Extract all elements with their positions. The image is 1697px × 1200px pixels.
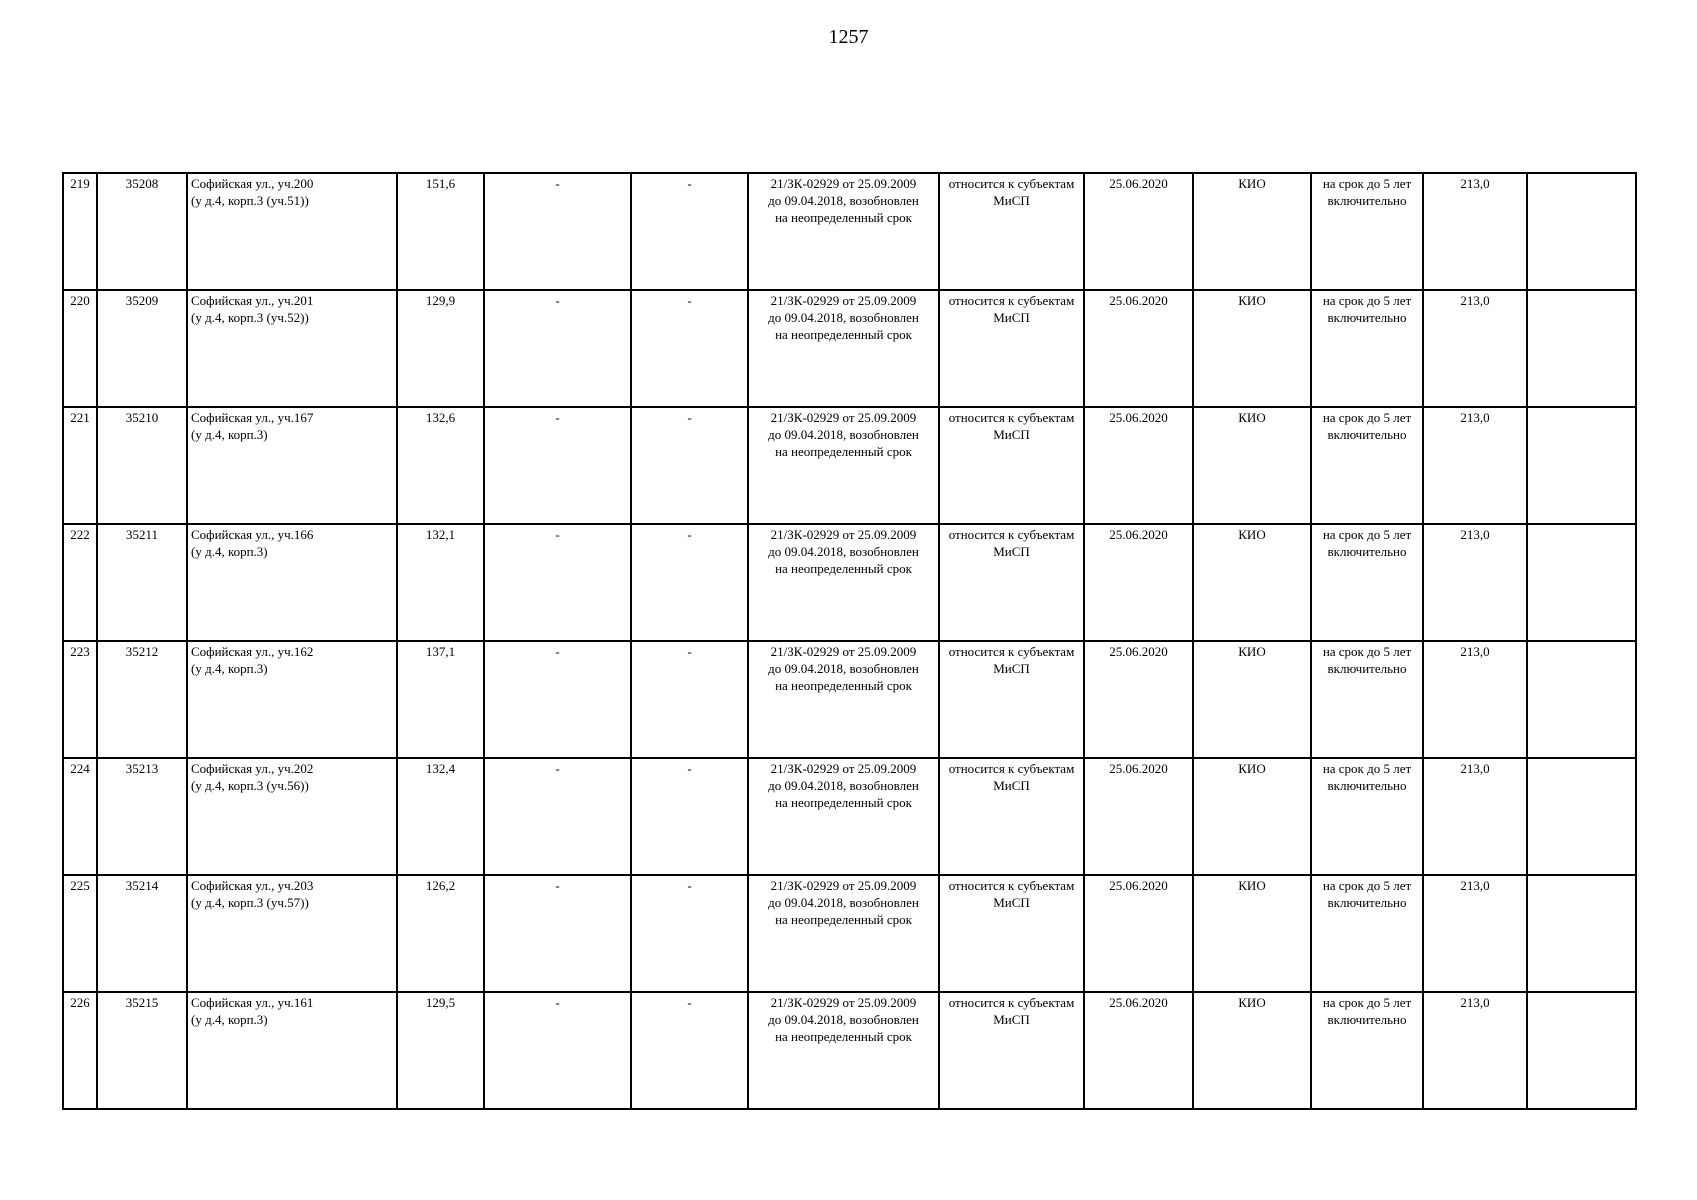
address-cell <box>187 524 397 641</box>
object-id-text: 35214 <box>125 878 159 893</box>
date-cell <box>1084 407 1193 524</box>
contract-cell <box>748 173 939 290</box>
contract-text: 21/ЗК-02929 от 25.09.2009 <box>770 644 917 659</box>
category-text: относится к субъектам <box>948 995 1075 1010</box>
row-number-cell <box>63 524 97 641</box>
contract-text: до 09.04.2018, возобновлен <box>768 895 919 910</box>
category-cell <box>939 173 1084 290</box>
organization-text: КИО <box>1238 644 1266 659</box>
organization-text: КИО <box>1238 176 1266 191</box>
term-cell <box>1311 524 1423 641</box>
area-text: 129,9 <box>425 293 456 308</box>
organization-cell <box>1193 758 1311 875</box>
area-cell <box>397 524 484 641</box>
contract-text: 21/ЗК-02929 от 25.09.2009 <box>770 293 917 308</box>
dash-cell <box>484 992 631 1109</box>
address-cell <box>187 407 397 524</box>
contract-cell <box>748 758 939 875</box>
address-text: (у д.4, корп.3) <box>191 661 268 676</box>
empty-cell <box>1527 875 1636 992</box>
category-text: относится к субъектам <box>948 644 1075 659</box>
dash-text: - <box>555 176 560 191</box>
category-text: МиСП <box>993 310 1030 325</box>
row-number-cell <box>63 173 97 290</box>
contract-text: 21/ЗК-02929 от 25.09.2009 <box>770 878 917 893</box>
row-number-text: 226 <box>70 995 90 1010</box>
term-text: включительно <box>1327 310 1407 325</box>
term-text: включительно <box>1327 778 1407 793</box>
date-text: 25.06.2020 <box>1109 410 1168 425</box>
table-row <box>63 407 1636 524</box>
row-number-text: 219 <box>70 176 90 191</box>
term-text: включительно <box>1327 193 1407 208</box>
organization-text: КИО <box>1238 761 1266 776</box>
date-cell <box>1084 290 1193 407</box>
address-text: Софийская ул., уч.167 <box>191 410 314 425</box>
contract-cell <box>748 641 939 758</box>
term-text: включительно <box>1327 1012 1407 1027</box>
dash-text: - <box>555 293 560 308</box>
date-text: 25.06.2020 <box>1109 878 1168 893</box>
dash-text: - <box>687 644 692 659</box>
organization-cell <box>1193 641 1311 758</box>
term-cell <box>1311 992 1423 1109</box>
area-text: 137,1 <box>425 644 456 659</box>
term-text: на срок до 5 лет <box>1322 527 1412 542</box>
empty-cell <box>1527 758 1636 875</box>
contract-text: 21/ЗК-02929 от 25.09.2009 <box>770 410 917 425</box>
object-id-cell <box>97 641 187 758</box>
object-id-text: 35213 <box>125 761 159 776</box>
object-id-text: 35208 <box>125 176 159 191</box>
dash-text: - <box>687 527 692 542</box>
row-number-text: 222 <box>70 527 90 542</box>
address-text: (у д.4, корп.3) <box>191 544 268 559</box>
dash-text: - <box>555 410 560 425</box>
table-row <box>63 641 1636 758</box>
dash-text: - <box>555 527 560 542</box>
term-cell <box>1311 407 1423 524</box>
term-text: включительно <box>1327 544 1407 559</box>
term-text: на срок до 5 лет <box>1322 644 1412 659</box>
value-cell <box>1423 758 1527 875</box>
area-text: 132,1 <box>425 527 456 542</box>
dash-cell <box>631 992 748 1109</box>
organization-text: КИО <box>1238 527 1266 542</box>
organization-cell <box>1193 407 1311 524</box>
value-cell <box>1423 875 1527 992</box>
object-id-cell <box>97 173 187 290</box>
contract-text: на неопределенный срок <box>775 678 912 693</box>
address-text: (у д.4, корп.3 (уч.52)) <box>191 310 309 325</box>
category-cell <box>939 290 1084 407</box>
contract-text: до 09.04.2018, возобновлен <box>768 193 919 208</box>
dash-cell <box>631 641 748 758</box>
category-text: относится к субъектам <box>948 176 1075 191</box>
date-text: 25.06.2020 <box>1109 995 1168 1010</box>
value-text: 213,0 <box>1460 527 1490 542</box>
row-number-text: 224 <box>70 761 90 776</box>
dash-text: - <box>687 176 692 191</box>
term-cell <box>1311 875 1423 992</box>
category-text: МиСП <box>993 895 1030 910</box>
area-text: 132,6 <box>425 410 456 425</box>
area-cell <box>397 641 484 758</box>
address-text: Софийская ул., уч.200 <box>191 176 314 191</box>
contract-text: 21/ЗК-02929 от 25.09.2009 <box>770 761 917 776</box>
organization-cell <box>1193 992 1311 1109</box>
row-number-text: 221 <box>70 410 90 425</box>
organization-text: КИО <box>1238 410 1266 425</box>
organization-cell <box>1193 524 1311 641</box>
category-text: МиСП <box>993 544 1030 559</box>
term-text: на срок до 5 лет <box>1322 293 1412 308</box>
category-cell <box>939 875 1084 992</box>
category-text: МиСП <box>993 1012 1030 1027</box>
value-cell <box>1423 524 1527 641</box>
contract-text: на неопределенный срок <box>775 210 912 225</box>
contract-text: на неопределенный срок <box>775 795 912 810</box>
value-cell <box>1423 992 1527 1109</box>
term-text: на срок до 5 лет <box>1322 878 1412 893</box>
date-text: 25.06.2020 <box>1109 293 1168 308</box>
dash-text: - <box>687 293 692 308</box>
area-cell <box>397 992 484 1109</box>
category-text: МиСП <box>993 661 1030 676</box>
term-text: на срок до 5 лет <box>1322 410 1412 425</box>
table-row <box>63 992 1636 1109</box>
area-text: 132,4 <box>425 761 456 776</box>
value-cell <box>1423 290 1527 407</box>
area-cell <box>397 875 484 992</box>
term-text: на срок до 5 лет <box>1322 995 1412 1010</box>
empty-cell <box>1527 524 1636 641</box>
contract-text: до 09.04.2018, возобновлен <box>768 544 919 559</box>
dash-text: - <box>555 878 560 893</box>
dash-text: - <box>687 995 692 1010</box>
dash-text: - <box>687 410 692 425</box>
contract-cell <box>748 875 939 992</box>
object-id-cell <box>97 407 187 524</box>
row-number-cell <box>63 641 97 758</box>
address-cell <box>187 758 397 875</box>
registry-table <box>62 172 1637 1110</box>
dash-cell <box>631 173 748 290</box>
object-id-text: 35209 <box>125 293 159 308</box>
area-cell <box>397 290 484 407</box>
dash-cell <box>484 407 631 524</box>
dash-cell <box>631 290 748 407</box>
row-number-cell <box>63 992 97 1109</box>
organization-text: КИО <box>1238 995 1266 1010</box>
contract-text: до 09.04.2018, возобновлен <box>768 1012 919 1027</box>
empty-cell <box>1527 992 1636 1109</box>
area-cell <box>397 173 484 290</box>
table-row <box>63 758 1636 875</box>
category-text: относится к субъектам <box>948 527 1075 542</box>
contract-text: 21/ЗК-02929 от 25.09.2009 <box>770 527 917 542</box>
object-id-text: 35211 <box>125 527 159 542</box>
row-number-cell <box>63 407 97 524</box>
dash-text: - <box>687 761 692 776</box>
contract-cell <box>748 524 939 641</box>
dash-cell <box>631 407 748 524</box>
term-text: включительно <box>1327 427 1407 442</box>
object-id-cell <box>97 875 187 992</box>
row-number-text: 225 <box>70 878 90 893</box>
contract-text: на неопределенный срок <box>775 327 912 342</box>
value-text: 213,0 <box>1460 761 1490 776</box>
contract-text: до 09.04.2018, возобновлен <box>768 310 919 325</box>
dash-cell <box>484 641 631 758</box>
dash-cell <box>484 173 631 290</box>
date-text: 25.06.2020 <box>1109 176 1168 191</box>
category-cell <box>939 407 1084 524</box>
dash-cell <box>631 875 748 992</box>
value-cell <box>1423 641 1527 758</box>
contract-text: до 09.04.2018, возобновлен <box>768 661 919 676</box>
value-text: 213,0 <box>1460 878 1490 893</box>
category-cell <box>939 758 1084 875</box>
date-cell <box>1084 758 1193 875</box>
dash-text: - <box>687 878 692 893</box>
value-cell <box>1423 407 1527 524</box>
organization-text: КИО <box>1238 878 1266 893</box>
address-text: (у д.4, корп.3 (уч.56)) <box>191 778 309 793</box>
value-text: 213,0 <box>1460 176 1490 191</box>
dash-cell <box>484 758 631 875</box>
address-text: (у д.4, корп.3) <box>191 1012 268 1027</box>
dash-text: - <box>555 644 560 659</box>
object-id-text: 35210 <box>125 410 159 425</box>
category-cell <box>939 992 1084 1109</box>
empty-cell <box>1527 641 1636 758</box>
contract-text: на неопределенный срок <box>775 444 912 459</box>
address-text: Софийская ул., уч.162 <box>191 644 314 659</box>
row-number-text: 220 <box>70 293 90 308</box>
date-text: 25.06.2020 <box>1109 644 1168 659</box>
date-text: 25.06.2020 <box>1109 527 1168 542</box>
organization-cell <box>1193 290 1311 407</box>
category-cell <box>939 641 1084 758</box>
empty-cell <box>1527 290 1636 407</box>
table-row <box>63 875 1636 992</box>
page-number: 1257 <box>828 26 869 48</box>
contract-cell <box>748 290 939 407</box>
contract-text: на неопределенный срок <box>775 912 912 927</box>
area-text: 129,5 <box>425 995 456 1010</box>
contract-text: на неопределенный срок <box>775 1029 912 1044</box>
address-cell <box>187 290 397 407</box>
term-text: включительно <box>1327 895 1407 910</box>
contract-cell <box>748 407 939 524</box>
address-text: Софийская ул., уч.166 <box>191 527 314 542</box>
category-cell <box>939 524 1084 641</box>
dash-cell <box>631 758 748 875</box>
category-text: МиСП <box>993 427 1030 442</box>
dash-cell <box>484 290 631 407</box>
category-text: относится к субъектам <box>948 410 1075 425</box>
value-text: 213,0 <box>1460 644 1490 659</box>
organization-text: КИО <box>1238 293 1266 308</box>
address-cell <box>187 875 397 992</box>
contract-cell <box>748 992 939 1109</box>
object-id-text: 35215 <box>125 995 159 1010</box>
date-cell <box>1084 992 1193 1109</box>
object-id-cell <box>97 992 187 1109</box>
address-text: (у д.4, корп.3) <box>191 427 268 442</box>
date-cell <box>1084 173 1193 290</box>
term-cell <box>1311 758 1423 875</box>
category-text: МиСП <box>993 778 1030 793</box>
row-number-text: 223 <box>70 644 90 659</box>
dash-text: - <box>555 995 560 1010</box>
contract-text: на неопределенный срок <box>775 561 912 576</box>
date-text: 25.06.2020 <box>1109 761 1168 776</box>
table-row <box>63 524 1636 641</box>
object-id-cell <box>97 290 187 407</box>
area-cell <box>397 407 484 524</box>
table-body <box>63 173 1636 1109</box>
address-text: Софийская ул., уч.203 <box>191 878 314 893</box>
term-cell <box>1311 290 1423 407</box>
category-text: относится к субъектам <box>948 293 1075 308</box>
row-number-cell <box>63 290 97 407</box>
address-cell <box>187 992 397 1109</box>
value-text: 213,0 <box>1460 410 1490 425</box>
empty-cell <box>1527 173 1636 290</box>
row-number-cell <box>63 875 97 992</box>
area-cell <box>397 758 484 875</box>
term-text: на срок до 5 лет <box>1322 176 1412 191</box>
table-row <box>63 173 1636 290</box>
dash-cell <box>484 875 631 992</box>
address-cell <box>187 641 397 758</box>
contract-text: до 09.04.2018, возобновлен <box>768 778 919 793</box>
date-cell <box>1084 641 1193 758</box>
address-text: (у д.4, корп.3 (уч.51)) <box>191 193 309 208</box>
dash-cell <box>484 524 631 641</box>
object-id-cell <box>97 524 187 641</box>
dash-text: - <box>555 761 560 776</box>
object-id-cell <box>97 758 187 875</box>
address-text: Софийская ул., уч.202 <box>191 761 314 776</box>
address-text: Софийская ул., уч.201 <box>191 293 314 308</box>
contract-text: 21/ЗК-02929 от 25.09.2009 <box>770 995 917 1010</box>
date-cell <box>1084 524 1193 641</box>
row-number-cell <box>63 758 97 875</box>
date-cell <box>1084 875 1193 992</box>
organization-cell <box>1193 173 1311 290</box>
empty-cell <box>1527 407 1636 524</box>
organization-cell <box>1193 875 1311 992</box>
contract-text: 21/ЗК-02929 от 25.09.2009 <box>770 176 917 191</box>
address-text: (у д.4, корп.3 (уч.57)) <box>191 895 309 910</box>
value-cell <box>1423 173 1527 290</box>
address-text: Софийская ул., уч.161 <box>191 995 314 1010</box>
value-text: 213,0 <box>1460 293 1490 308</box>
area-text: 151,6 <box>425 176 456 191</box>
term-cell <box>1311 641 1423 758</box>
area-text: 126,2 <box>425 878 456 893</box>
value-text: 213,0 <box>1460 995 1490 1010</box>
dash-cell <box>631 524 748 641</box>
address-cell <box>187 173 397 290</box>
category-text: относится к субъектам <box>948 761 1075 776</box>
object-id-text: 35212 <box>125 644 159 659</box>
term-cell <box>1311 173 1423 290</box>
contract-text: до 09.04.2018, возобновлен <box>768 427 919 442</box>
table-row <box>63 290 1636 407</box>
category-text: МиСП <box>993 193 1030 208</box>
category-text: относится к субъектам <box>948 878 1075 893</box>
term-text: включительно <box>1327 661 1407 676</box>
term-text: на срок до 5 лет <box>1322 761 1412 776</box>
